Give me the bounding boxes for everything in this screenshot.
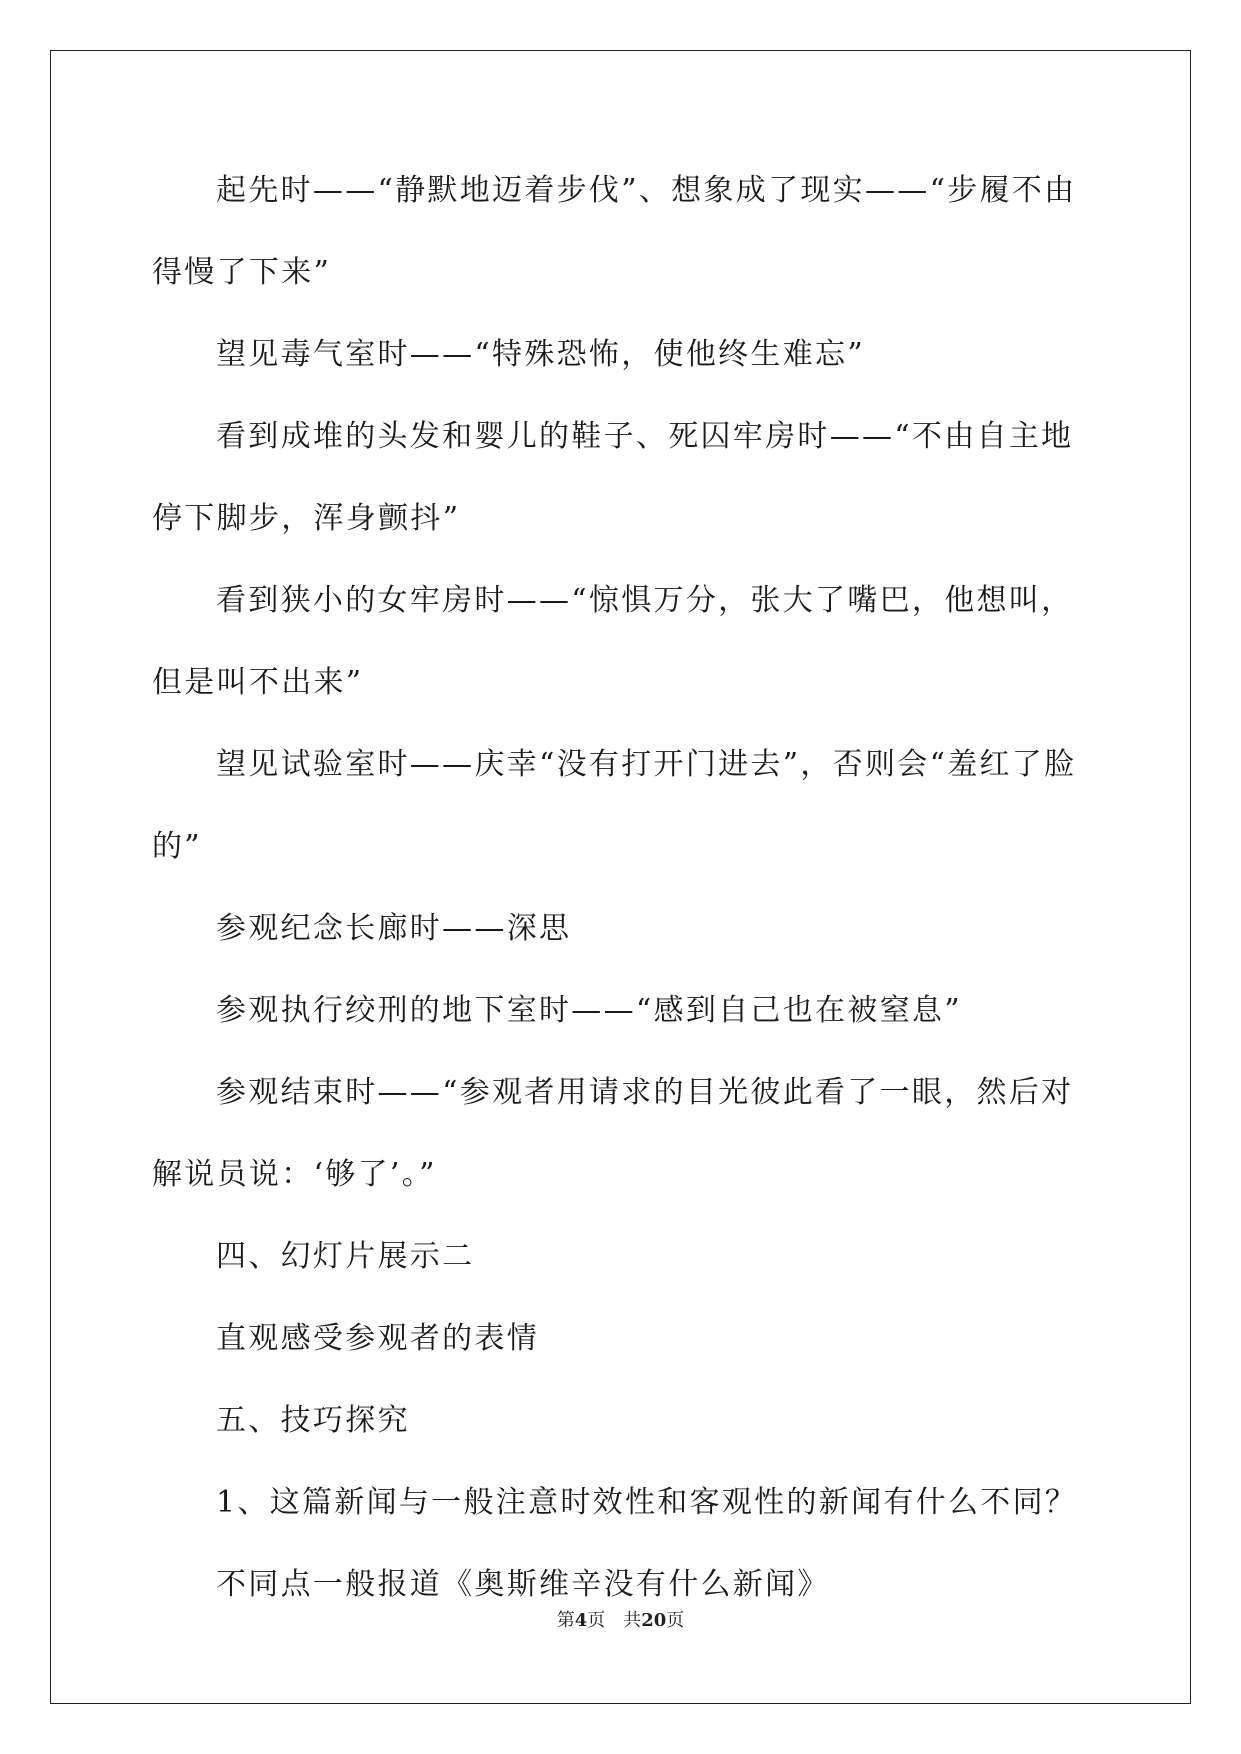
question: 1、这篇新闻与一般注意时效性和客观性的新闻有什么不同？ — [216, 1485, 1078, 1520]
paragraph: 望见试验室时——庆幸“没有打开门进去”，否则会“羞红了脸的” — [152, 747, 1077, 864]
paragraph: 参观纪念长廊时——深思 — [216, 911, 572, 946]
paragraph: 参观执行绞刑的地下室时——“感到自己也在被窒息” — [216, 993, 962, 1028]
page-footer — [0, 1606, 1241, 1632]
document-body — [152, 150, 1092, 1626]
paragraph: 看到成堆的头发和婴儿的鞋子、死囚牢房时——“不由自主地停下脚步，浑身颤抖” — [152, 419, 1074, 536]
paragraph: 望见毒气室时——“特殊恐怖，使他终生难忘” — [216, 337, 865, 372]
paragraph: 看到狭小的女牢房时——“惊惧万分，张大了嘴巴，他想叫，但是叫不出来” — [152, 583, 1074, 700]
footer-suffix: 页 — [666, 1610, 685, 1631]
section-heading: 五、技巧探究 — [216, 1403, 410, 1438]
paragraph: 直观感受参观者的表情 — [216, 1321, 539, 1356]
footer-prefix: 第 — [556, 1610, 575, 1631]
paragraph: 参观结束时——“参观者用请求的目光彼此看了一眼，然后对解说员说：‘够了’。” — [152, 1075, 1074, 1192]
paragraph: 不同点一般报道《奥斯维辛没有什么新闻》 — [216, 1567, 830, 1602]
footer-middle: 页 共 — [587, 1610, 642, 1631]
footer-total-pages: 20 — [641, 1610, 667, 1631]
footer-current-page: 4 — [574, 1610, 588, 1631]
paragraph: 起先时——“静默地迈着步伐”、想象成了现实——“步履不由得慢了下来” — [152, 173, 1077, 290]
section-heading: 四、幻灯片展示二 — [216, 1239, 475, 1274]
